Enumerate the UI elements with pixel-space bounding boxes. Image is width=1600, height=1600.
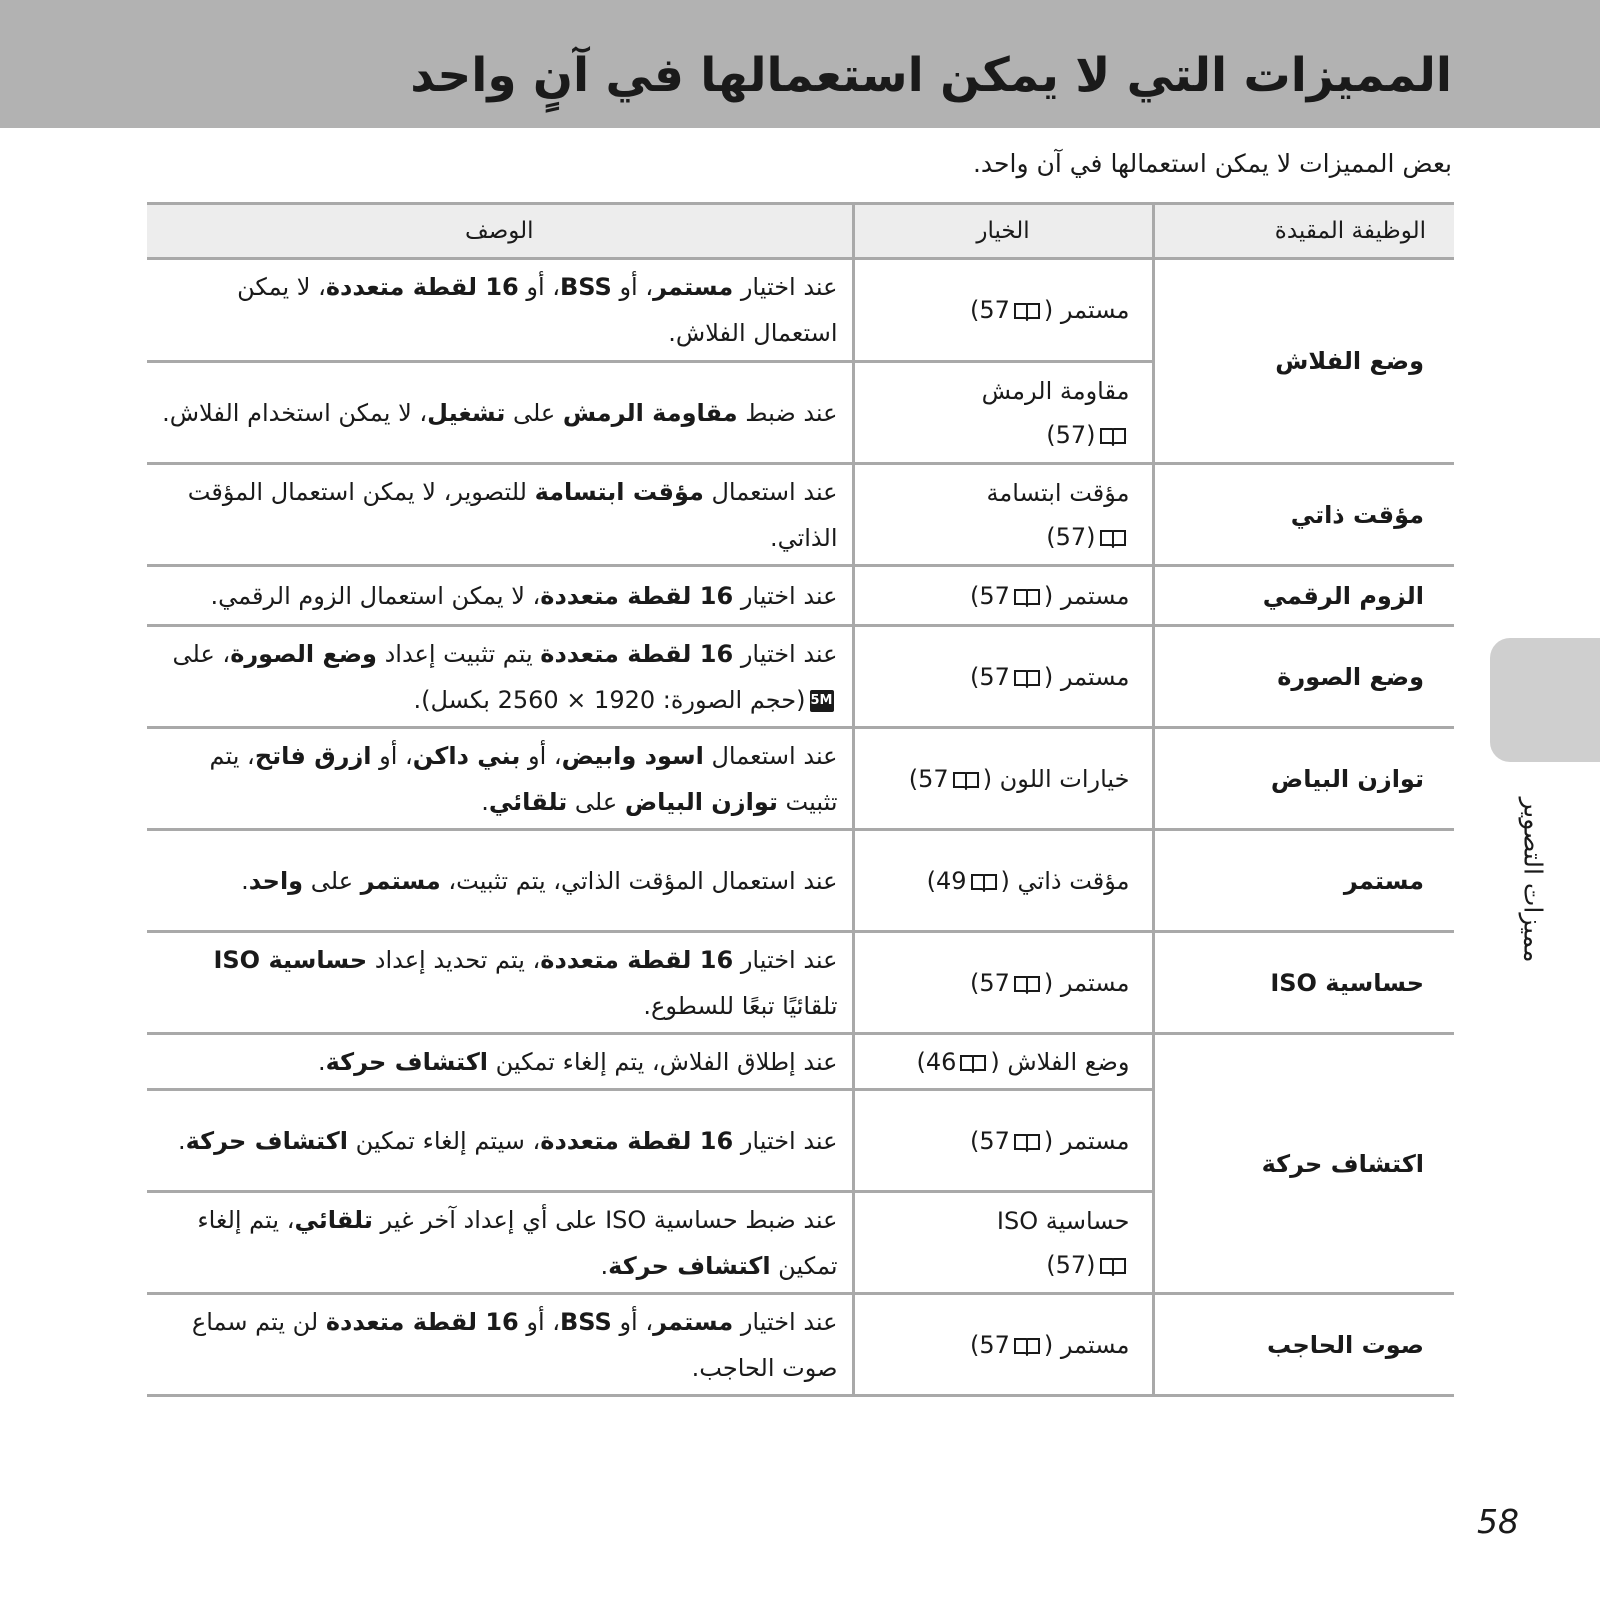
description-cell: [147, 728, 853, 830]
function-iso-sensitivity: حساسية ISO: [1153, 932, 1454, 1034]
desc-text: ، يتم إلغاء تمكين: [197, 1205, 838, 1280]
desc-text: عند اختيار: [733, 581, 838, 610]
description-cell: [147, 1090, 853, 1192]
option-label: وضع الفلاش (: [990, 1047, 1130, 1076]
desc-bold: 16 لقطة متعددة: [325, 273, 519, 301]
desc-bold: اكتشاف حركة: [608, 1251, 771, 1280]
desc-text: ، أو: [520, 741, 562, 770]
header-function: الوظيفة المقيدة: [1153, 204, 1454, 259]
option-label: مستمر (: [1043, 662, 1130, 691]
function-digital-zoom: الزوم الرقمي: [1153, 566, 1454, 626]
book-reference-icon: [970, 872, 998, 892]
desc-text: عند استعمال: [703, 741, 838, 770]
option-ref: (57): [1046, 420, 1096, 449]
desc-text: ، يتم تحديد إعداد: [367, 945, 541, 974]
table-row: [147, 259, 1454, 362]
book-reference-icon: [1013, 1132, 1041, 1152]
option-ref: 57): [969, 1330, 1010, 1359]
desc-bold: واحد: [248, 866, 304, 895]
desc-text: عند استعمال المؤقت الذاتي، يتم تثبيت،: [440, 866, 838, 895]
table-row: [147, 1294, 1454, 1396]
desc-text: عند ضبط: [737, 398, 838, 427]
function-continuous: مستمر: [1153, 830, 1454, 932]
desc-text: .: [177, 1126, 186, 1155]
option-cell: [853, 1090, 1153, 1192]
option-label: مستمر (: [1043, 1330, 1130, 1359]
desc-bold: مستمر: [360, 866, 441, 895]
desc-bold: 16 لقطة متعددة: [540, 945, 734, 974]
table-row: [147, 1034, 1454, 1090]
desc-text: عند استعمال: [703, 477, 838, 506]
desc-text: ، لا يمكن استعمال الفلاش.: [237, 273, 838, 347]
desc-text: ، لا يمكن استعمال الزوم الرقمي.: [210, 581, 541, 610]
option-ref: (57): [1046, 1250, 1096, 1279]
desc-text: .: [241, 866, 249, 895]
desc-text: للتصوير، لا يمكن استعمال المؤقت الذاتي.: [187, 477, 838, 552]
desc-text: عند اختيار: [733, 945, 838, 974]
option-ref: 49): [926, 866, 967, 895]
desc-text: ، يتم تثبيت: [209, 741, 838, 816]
option-cell: [853, 1034, 1153, 1090]
description-cell: [147, 932, 853, 1034]
book-reference-icon: [1013, 1336, 1041, 1356]
book-reference-icon: [1099, 426, 1127, 446]
desc-text: ، أو: [611, 1307, 654, 1336]
description-cell: [147, 1192, 853, 1294]
desc-text: عند اختيار: [733, 273, 838, 301]
desc-text: ، أو: [518, 1307, 561, 1336]
desc-bold: تلقائي: [294, 1205, 373, 1234]
table-row: [147, 932, 1454, 1034]
desc-text: (حجم الصورة: 1920 × 2560 بكسل).: [413, 685, 806, 714]
option-label: مقاومة الرمش: [981, 376, 1130, 405]
option-cell: [853, 830, 1153, 932]
header-option: الخيار: [853, 204, 1153, 259]
desc-text: ، أو: [518, 273, 561, 301]
option-label: مؤقت ابتسامة: [986, 478, 1130, 507]
description-cell: [147, 626, 853, 728]
intro-text: بعض المميزات لا يمكن استعمالها في آن واحد.: [972, 149, 1452, 178]
desc-text: .: [317, 1047, 326, 1076]
option-cell: [853, 464, 1153, 566]
function-self-timer: مؤقت ذاتي: [1153, 464, 1454, 566]
option-ref: 57): [908, 764, 949, 793]
option-label: مستمر (: [1043, 968, 1130, 997]
desc-bold: BSS: [560, 1307, 612, 1336]
function-white-balance: توازن البياض: [1153, 728, 1454, 830]
section-label: مميزات التصوير: [1518, 797, 1548, 963]
desc-bold: اكتشاف حركة: [325, 1047, 488, 1076]
description-cell: [147, 464, 853, 566]
description-cell: [147, 259, 853, 362]
table-header-row: [147, 204, 1454, 259]
book-reference-icon: [1013, 668, 1041, 688]
function-motion-detection: اكتشاف حركة: [1153, 1034, 1454, 1294]
desc-bold: حساسية ISO: [213, 945, 368, 974]
option-label: حساسية ISO: [996, 1206, 1130, 1235]
description-cell: [147, 1034, 853, 1090]
desc-bold: مؤقت ابتسامة: [534, 477, 704, 506]
desc-bold: مستمر: [653, 1307, 734, 1336]
desc-text: ، سيتم إلغاء تمكين: [347, 1126, 541, 1155]
book-reference-icon: [1099, 1256, 1127, 1276]
desc-text: عند ضبط حساسية ISO على أي إعداد آخر غير: [372, 1205, 838, 1234]
desc-text: ، لا يمكن استخدام الفلاش.: [162, 398, 428, 427]
function-flash-mode: وضع الفلاش: [1153, 259, 1454, 464]
option-ref: 46): [916, 1047, 957, 1076]
desc-bold: اسود وابيض: [561, 741, 704, 770]
desc-bold: بني داكن: [412, 741, 521, 770]
desc-text: ، على: [172, 639, 231, 668]
desc-bold: مقاومة الرمش: [562, 398, 738, 427]
image-size-5m-icon: 5M: [810, 690, 834, 712]
option-label: خيارات اللون (: [982, 764, 1130, 793]
book-reference-icon: [952, 770, 980, 790]
desc-bold: BSS: [560, 273, 612, 301]
desc-text: يتم تثبيت إعداد: [376, 639, 541, 668]
desc-text: عند اختيار: [733, 639, 838, 668]
option-ref: 57): [969, 581, 1010, 610]
description-cell: [147, 362, 853, 464]
desc-bold: تلقائي: [488, 787, 568, 816]
option-ref: 57): [969, 968, 1010, 997]
desc-text: .: [481, 787, 489, 816]
option-ref: 57): [969, 296, 1010, 324]
book-reference-icon: [1013, 974, 1041, 994]
option-cell: [853, 626, 1153, 728]
desc-text: على: [567, 787, 625, 816]
option-cell: [853, 932, 1153, 1034]
table-row: [147, 728, 1454, 830]
restricted-functions-table: [147, 202, 1454, 1397]
desc-bold: 16 لقطة متعددة: [325, 1307, 519, 1336]
function-shutter-sound: صوت الحاجب: [1153, 1294, 1454, 1396]
option-ref: (57): [1046, 522, 1096, 551]
option-label: مستمر (: [1043, 581, 1130, 610]
desc-bold: 16 لقطة متعددة: [540, 581, 734, 610]
option-ref: 57): [969, 662, 1010, 691]
table-row: [147, 566, 1454, 626]
desc-text: لن يتم سماع صوت الحاجب.: [191, 1307, 838, 1382]
desc-bold: وضع الصورة: [230, 639, 377, 668]
table-row: [147, 626, 1454, 728]
desc-text: على: [303, 866, 361, 895]
option-cell: [853, 259, 1153, 362]
desc-text: عند اختيار: [733, 1307, 838, 1336]
desc-text: عند إطلاق الفلاش، يتم إلغاء تمكين: [488, 1047, 838, 1076]
book-reference-icon: [1013, 587, 1041, 607]
desc-bold: 16 لقطة متعددة: [540, 1126, 734, 1155]
option-label: مؤقت ذاتي (: [1000, 866, 1130, 895]
description-cell: [147, 830, 853, 932]
description-cell: [147, 566, 853, 626]
option-cell: [853, 566, 1153, 626]
function-image-mode: وضع الصورة: [1153, 626, 1454, 728]
desc-bold: توازن البياض: [624, 787, 778, 816]
desc-bold: مستمر: [653, 273, 734, 301]
book-reference-icon: [1013, 301, 1041, 321]
desc-text: ، أو: [371, 741, 413, 770]
desc-text: عند اختيار: [733, 1126, 838, 1155]
table-row: [147, 464, 1454, 566]
option-cell: [853, 1192, 1153, 1294]
desc-text: تلقائيًا تبعًا للسطوع.: [643, 991, 838, 1020]
option-cell: [853, 362, 1153, 464]
option-cell: [853, 728, 1153, 830]
description-cell: [147, 1294, 853, 1396]
book-reference-icon: [1099, 528, 1127, 548]
desc-bold: ازرق فاتح: [254, 741, 372, 770]
option-ref: 57): [969, 1126, 1010, 1155]
option-cell: [853, 1294, 1153, 1396]
desc-bold: تشغيل: [427, 398, 506, 427]
desc-bold: اكتشاف حركة: [185, 1126, 348, 1155]
desc-bold: 16 لقطة متعددة: [540, 639, 734, 668]
page-title: المميزات التي لا يمكن استعمالها في آنٍ واحد: [410, 48, 1452, 103]
desc-text: .: [600, 1251, 609, 1280]
desc-text: ، أو: [611, 273, 654, 301]
option-label: مستمر (: [1043, 1126, 1130, 1155]
section-tab: [1490, 638, 1600, 762]
header-description: الوصف: [147, 204, 853, 259]
book-reference-icon: [959, 1053, 987, 1073]
desc-text: على: [505, 398, 563, 427]
table-row: [147, 830, 1454, 932]
page-number: 58: [1477, 1502, 1519, 1541]
option-label: مستمر (: [1043, 296, 1130, 324]
